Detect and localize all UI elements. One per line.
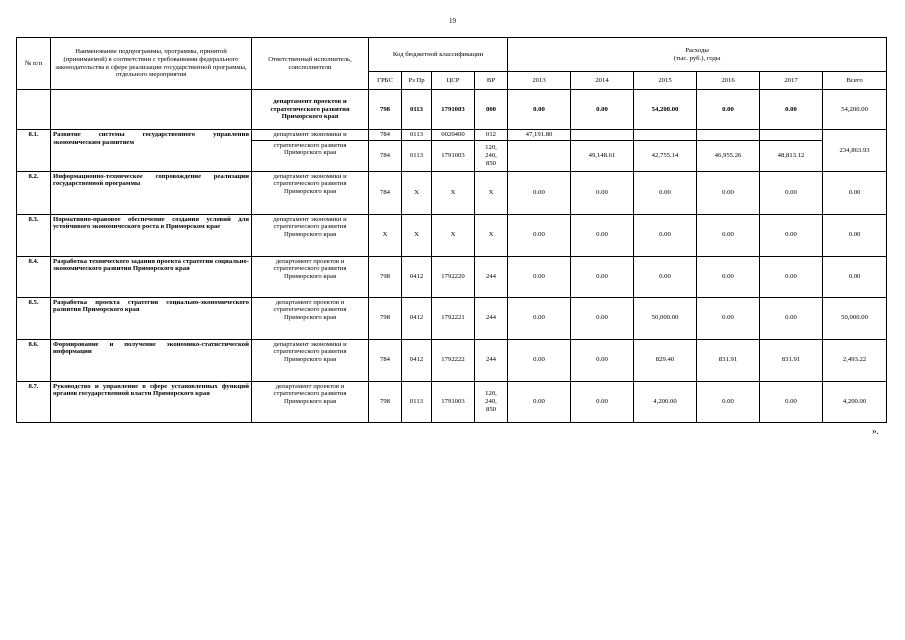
table-row [17,339,887,381]
row-rzpr: X [402,214,432,256]
summary-executor: департамент проектов и стратегического развития Приморского края [252,90,369,130]
row-number: 8.6. [17,339,51,381]
table-row [17,381,887,422]
row-2014: 0.00 [571,171,634,214]
row-2013: 0.00 [508,171,571,214]
row-vr: 120, 240, 850 [475,140,508,171]
header-2013: 2013 [508,72,571,90]
row-rzpr: 0113 [402,140,432,171]
row-name: Формирование и получение экономико-статистической информации [51,339,252,381]
summary-csr: 1791003 [432,90,475,130]
row-name: Развитие системы государственного управления экономическим развитием [51,130,252,172]
row-name: Информационно-техническое сопровождение реализации государственной программы [51,171,252,214]
row-executor: департамент проектов и стратегического развития Приморского края [252,297,369,339]
header-total: Всего [823,72,887,90]
row-name: Нормативно-правовое обеспечение создания условий для устойчивого экономического роста в Приморском крае [51,214,252,256]
row-2016: 0.00 [697,214,760,256]
row-total: 0.00 [823,256,887,297]
summary-2015: 54,200.00 [634,90,697,130]
row-2015: 50,000.00 [634,297,697,339]
row-2015: 0.00 [634,171,697,214]
row-csr: 1792221 [432,297,475,339]
header-num: № п/п [17,38,51,90]
header-vr: ВР [475,72,508,90]
row-total: 0.00 [823,214,887,256]
row-2014: 0.00 [571,297,634,339]
table-row [17,297,887,339]
row-2017: 0.00 [760,297,823,339]
row-2016: 831.91 [697,339,760,381]
row-csr: 0020400 [432,130,475,141]
header-name: Наименование подпрограммы, программы, принятой (принимаемой) в соответствии с требованиями федерального законодательства в сфере реализации государственной программы, отдельного мероприятия [51,38,252,90]
row-grbs: 798 [369,256,402,297]
cell-empty [634,130,697,141]
row-2016: 46,955.26 [697,140,760,171]
cell-empty [697,130,760,141]
row-total: 0.00 [823,171,887,214]
row-2014: 49,148.61 [571,140,634,171]
header-csr: ЦСР [432,72,475,90]
row-grbs: 784 [369,130,402,141]
row-grbs: 798 [369,297,402,339]
row-vr: 244 [475,297,508,339]
row-2017: 48,813.12 [760,140,823,171]
row-rzpr: X [402,171,432,214]
row-csr: 1792222 [432,339,475,381]
header-executor: Ответственный исполнитель, соисполнители [252,38,369,90]
row-2013: 0.00 [508,297,571,339]
summary-vr: 000 [475,90,508,130]
row-rzpr: 0412 [402,256,432,297]
row-2017: 831.91 [760,339,823,381]
row-rzpr: 0412 [402,297,432,339]
table-row [17,214,887,256]
row-total: 50,000.00 [823,297,887,339]
row-2015: 0.00 [634,214,697,256]
row-number: 8.7. [17,381,51,422]
row-number: 8.4. [17,256,51,297]
row-grbs: X [369,214,402,256]
row-2013: 0.00 [508,381,571,422]
cell-empty [760,130,823,141]
row-2015: 4,200.00 [634,381,697,422]
row-number: 8.5. [17,297,51,339]
row-rzpr: 0113 [402,130,432,141]
row-vr: 120, 240, 850 [475,381,508,422]
summary-2016: 0.00 [697,90,760,130]
row-2016: 0.00 [697,381,760,422]
row-name: Разработка проекта стратегии социально-экономического развития Приморского края [51,297,252,339]
row-csr: 1791003 [432,140,475,171]
header-budget-code: Код бюджетной классификации [369,38,508,72]
table-row [17,256,887,297]
row-2014: 0.00 [571,214,634,256]
row-2014: 0.00 [571,339,634,381]
page-number: 19 [449,17,456,25]
header-2017: 2017 [760,72,823,90]
table-row [17,171,887,214]
row-total: 2,493.22 [823,339,887,381]
header-rzpr: Рз Пр [402,72,432,90]
row-executor: департамент экономики и стратегического развития Приморского края [252,171,369,214]
header-2016: 2016 [697,72,760,90]
row-2013: 0.00 [508,339,571,381]
budget-table [16,37,887,423]
row-grbs: 784 [369,140,402,171]
row-csr: 1791003 [432,381,475,422]
cell-empty [571,130,634,141]
header-grbs: ГРБС [369,72,402,90]
cell-empty [508,140,571,171]
summary-rzpr: 0113 [402,90,432,130]
row-2013: 47,191.80 [508,130,571,141]
row-grbs: 798 [369,381,402,422]
row-number: 8.3. [17,214,51,256]
row-rzpr: 0412 [402,339,432,381]
row-2015: 0.00 [634,256,697,297]
summary-row [17,90,887,130]
header-2014: 2014 [571,72,634,90]
row-2015: 829.40 [634,339,697,381]
row-executor: департамент проектов и стратегического развития Приморского края [252,381,369,422]
row-name: Руководство и управление в сфере установленных функций органов государственной власти Приморского края [51,381,252,422]
summary-grbs: 798 [369,90,402,130]
row-executor: департамент экономики и стратегического развития Приморского края [252,339,369,381]
row-number: 8.2. [17,171,51,214]
row-grbs: 784 [369,339,402,381]
row-2017: 0.00 [760,256,823,297]
row-2017: 0.00 [760,381,823,422]
row-csr: X [432,171,475,214]
row-number: 8.1. [17,130,51,172]
row-2013: 0.00 [508,214,571,256]
row-2014: 0.00 [571,381,634,422]
row-2013: 0.00 [508,256,571,297]
row-csr: X [432,214,475,256]
row-total: 4,200.00 [823,381,887,422]
cell-empty [51,90,252,130]
row-2016: 0.00 [697,297,760,339]
row-executor: департамент экономики и [252,130,369,141]
header-expenses: Расходы (тыс. руб.), годы [508,38,887,72]
row-vr: X [475,214,508,256]
row-2017: 0.00 [760,214,823,256]
row-2014: 0.00 [571,256,634,297]
row-executor: департамент проектов и стратегического развития Приморского края [252,256,369,297]
row-name: Разработка технического задания проекта стратегии социально-экономического развития Приморского края [51,256,252,297]
row-2015: 42,755.14 [634,140,697,171]
row-grbs: 784 [369,171,402,214]
row-csr: 1792220 [432,256,475,297]
cell-empty [17,90,51,130]
table-row [17,130,887,141]
row-vr: 244 [475,339,508,381]
summary-2017: 0.00 [760,90,823,130]
row-vr: 244 [475,256,508,297]
summary-total: 54,200.00 [823,90,887,130]
row-2016: 0.00 [697,171,760,214]
summary-2013: 0.00 [508,90,571,130]
row-executor: департамент экономики и стратегического развития Приморского края [252,214,369,256]
row-executor: стратегического развития Приморского края [252,140,369,171]
row-vr: 012 [475,130,508,141]
row-total: 234,863.93 [823,130,887,172]
summary-2014: 0.00 [571,90,634,130]
row-2016: 0.00 [697,256,760,297]
row-rzpr: 0113 [402,381,432,422]
row-2017: 0.00 [760,171,823,214]
row-vr: X [475,171,508,214]
closing-mark: ». [872,426,879,436]
header-2015: 2015 [634,72,697,90]
